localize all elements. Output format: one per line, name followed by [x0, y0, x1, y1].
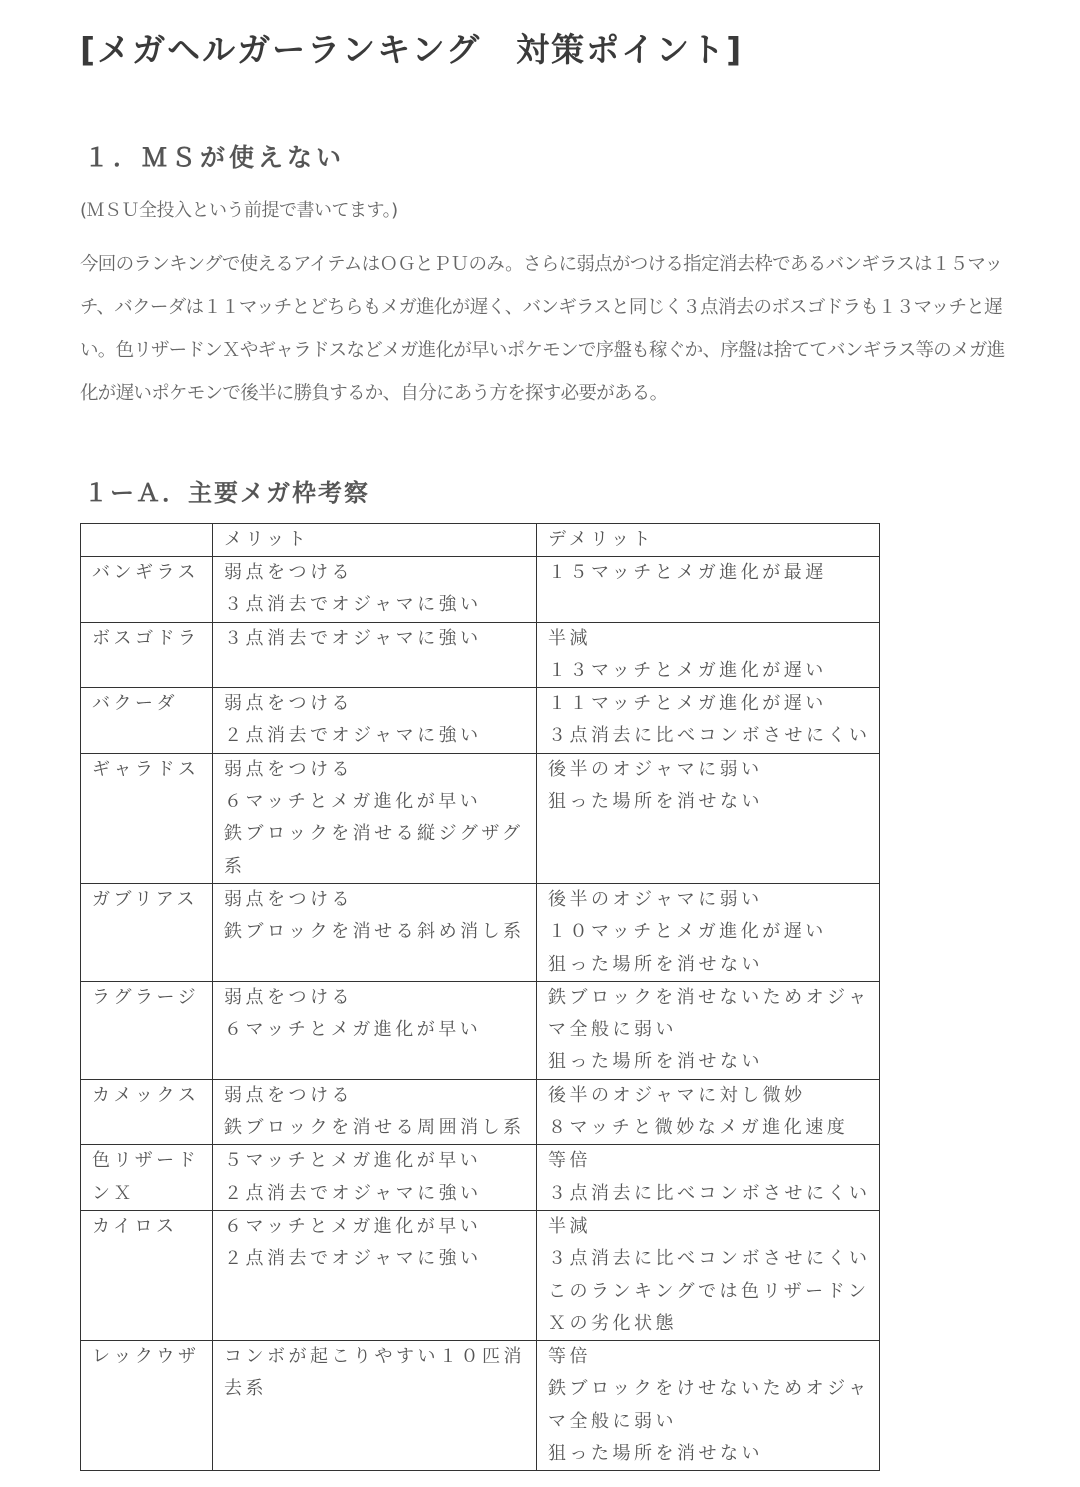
demerit-item: １３マッチとメガ進化が遅い [548, 659, 827, 681]
section-body-text: 今回のランキングで使えるアイテムはＯＧとＰＵのみ。さらに弱点がつける指定消去枠であるバンギラスは１５マッチ、バクーダは１１マッチとどちらもメガ進化が遅く、バンギラスと同じく３点消去のボスゴドラも１３マッチと遅い。色リザードンＸやギャラドスなどメガ進化が早いポケモンで序盤も稼ぐか、序盤は捨ててバンギラス等のメガ進化が遅いポケモンで後半に勝負するか、自分にあう方を探す必要がある。 [80, 254, 1005, 404]
merit-item: ２点消去でオジャマに強い [224, 725, 482, 747]
demerit-item: 後半のオジャマに弱い [548, 888, 763, 910]
merit-item: 弱点をつける [224, 986, 353, 1008]
demerit-cell [537, 557, 880, 623]
pokemon-name-cell: バンギラス [81, 557, 213, 623]
demerit-cell [537, 622, 880, 688]
pokemon-name-cell: ガブリアス [81, 883, 213, 981]
demerit-cell [537, 1210, 880, 1340]
demerit-cell [537, 688, 880, 754]
demerit-item: 狙った場所を消せない [548, 1443, 763, 1465]
demerit-item: ３点消去に比べコンボさせにくい [548, 725, 871, 747]
table-row [81, 883, 880, 981]
demerit-item: １０マッチとメガ進化が遅い [548, 921, 827, 943]
merit-item: コンボが起こりやすい１０匹消去系 [224, 1346, 525, 1400]
demerit-cell [537, 883, 880, 981]
document-title: [メガヘルガーランキング 対策ポイント] [80, 30, 744, 69]
demerit-cell [537, 1341, 880, 1471]
demerit-item: 狙った場所を消せない [548, 953, 763, 975]
demerit-cell [537, 753, 880, 883]
merit-cell [213, 688, 537, 754]
merit-item: 弱点をつける [224, 562, 353, 583]
merit-cell [213, 883, 537, 981]
demerit-item: 後半のオジャマに弱い [548, 758, 763, 780]
merit-item: ３点消去でオジャマに強い [224, 594, 482, 616]
pokemon-name-cell: ギャラドス [81, 753, 213, 883]
pokemon-name-cell: カイロス [81, 1210, 213, 1340]
demerit-item: 後半のオジャマに対し微妙 [548, 1084, 806, 1106]
demerit-item: 半減 [548, 1215, 591, 1237]
merit-item: ６マッチとメガ進化が早い [224, 1019, 482, 1041]
demerit-item: １１マッチとメガ進化が遅い [548, 693, 827, 715]
section-note: (ＭＳＵ全投入という前提で書いてます。) [80, 200, 398, 221]
merit-item: ６マッチとメガ進化が早い [224, 791, 482, 813]
merit-item: 弱点をつける [224, 888, 353, 910]
pokemon-name-cell: ボスゴドラ [81, 622, 213, 688]
demerit-item: 等倍 [548, 1150, 591, 1172]
table-row [81, 688, 880, 754]
merit-item: ３点消去でオジャマに強い [224, 627, 482, 649]
demerit-item: 狙った場所を消せない [548, 791, 763, 813]
table-row [81, 1341, 880, 1471]
table-row [81, 1210, 880, 1340]
table-row [81, 1145, 880, 1211]
demerit-item: 鉄ブロックをけせないためオジャマ全般に弱い [548, 1378, 870, 1432]
demerit-item: １５マッチとメガ進化が最遅 [548, 562, 827, 583]
table-row [81, 622, 880, 688]
merit-cell [213, 622, 537, 688]
merit-cell [213, 981, 537, 1079]
merit-cell [213, 1341, 537, 1471]
demerit-cell [537, 1079, 880, 1145]
demerit-item: このランキングでは色リザードンＸの劣化状態 [548, 1280, 870, 1334]
section-heading-ms: １．ＭＳが使えない [84, 143, 346, 172]
table-header-merit: メリット [213, 524, 537, 557]
demerit-cell [537, 1145, 880, 1211]
merit-item: 鉄ブロックを消せる周囲消し系 [224, 1117, 525, 1139]
merit-cell [213, 1145, 537, 1211]
table-row [81, 557, 880, 623]
merit-item: 弱点をつける [224, 1084, 353, 1106]
table-row [81, 981, 880, 1079]
merit-item: ２点消去でオジャマに強い [224, 1248, 482, 1270]
merit-cell [213, 1210, 537, 1340]
demerit-item: 鉄ブロックを消せないためオジャマ全般に弱い [548, 986, 870, 1041]
pokemon-name-cell: カメックス [81, 1079, 213, 1145]
merit-cell [213, 1079, 537, 1145]
subsection-heading-mega: １ーＡ．主要メガ枠考察 [84, 479, 370, 507]
merit-cell [213, 557, 537, 623]
pokemon-name-cell: バクーダ [81, 688, 213, 754]
mega-comparison-table [80, 523, 880, 1471]
demerit-item: ３点消去に比べコンボさせにくい [548, 1182, 871, 1204]
merit-item: ６マッチとメガ進化が早い [224, 1215, 482, 1237]
merit-item: 弱点をつける [224, 758, 353, 780]
merit-item: 鉄ブロックを消せる斜め消し系 [224, 921, 525, 943]
pokemon-name-cell: ラグラージ [81, 981, 213, 1079]
table-row [81, 753, 880, 883]
table-header-cell [81, 524, 213, 557]
demerit-item: ８マッチと微妙なメガ進化速度 [548, 1117, 849, 1139]
demerit-item: 等倍 [548, 1346, 591, 1368]
demerit-item: 狙った場所を消せない [548, 1051, 763, 1073]
pokemon-name-cell: 色リザードンＸ [81, 1145, 213, 1211]
merit-item: 鉄ブロックを消せる縦ジグザグ系 [224, 823, 524, 877]
demerit-item: ３点消去に比べコンボさせにくい [548, 1248, 871, 1270]
table-header-demerit: デメリット [537, 524, 880, 557]
merit-item: 弱点をつける [224, 693, 353, 715]
merit-item: ２点消去でオジャマに強い [224, 1182, 482, 1204]
table-row [81, 1079, 880, 1145]
pokemon-name-cell: レックウザ [81, 1341, 213, 1471]
merit-cell [213, 753, 537, 883]
demerit-item: 半減 [548, 627, 591, 649]
table-header-row [81, 524, 880, 557]
demerit-cell [537, 981, 880, 1079]
merit-item: ５マッチとメガ進化が早い [224, 1150, 482, 1172]
